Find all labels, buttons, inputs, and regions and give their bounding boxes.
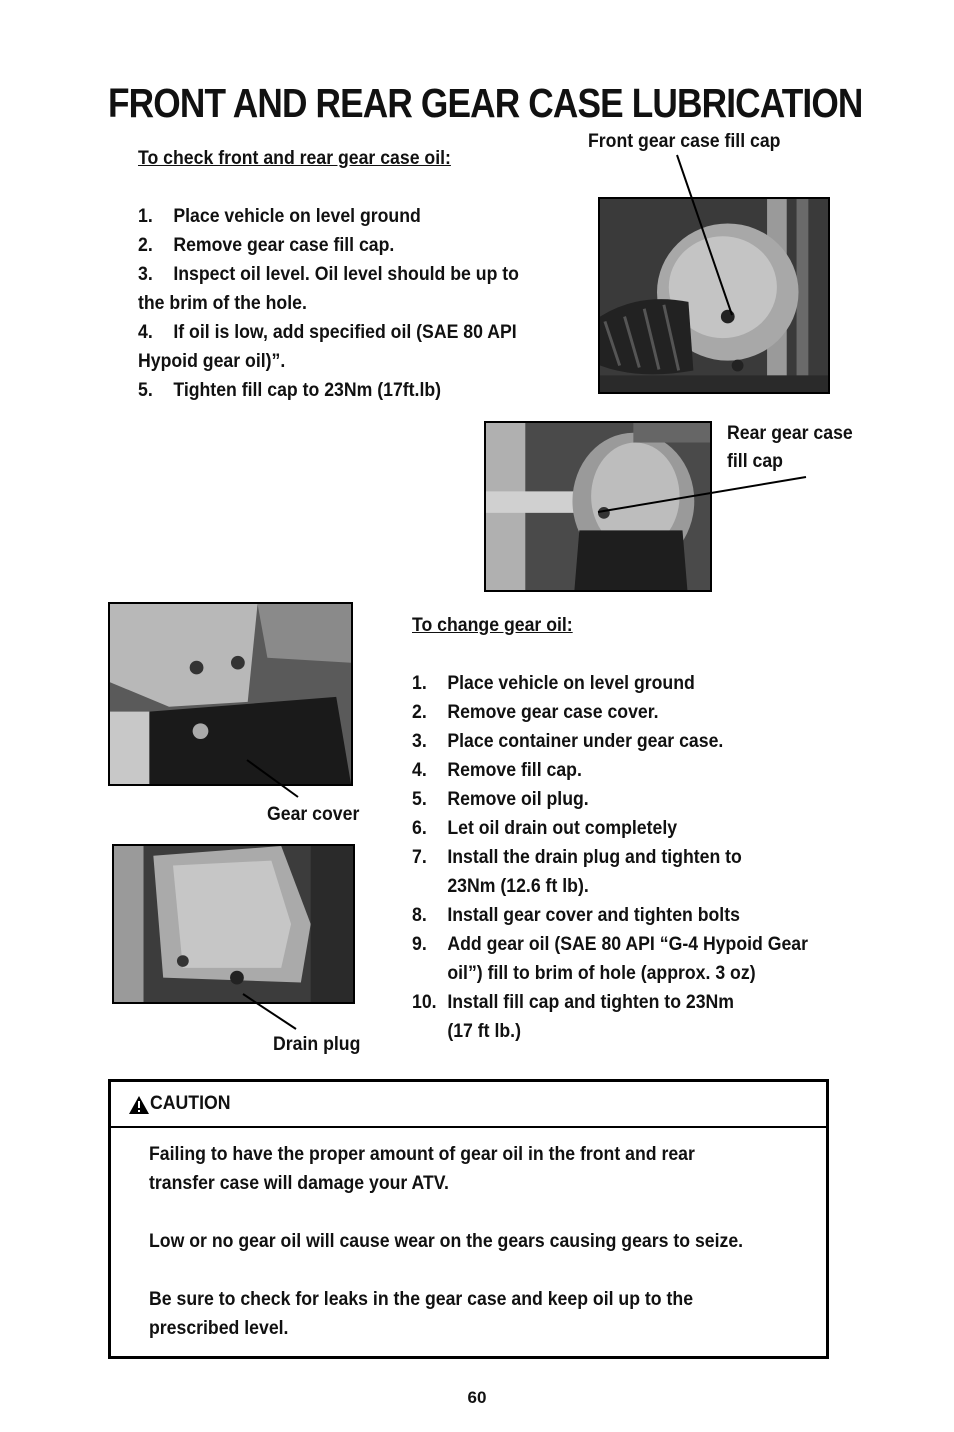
drain-plug-label: Drain plug [273, 1034, 361, 1055]
list-item-continuation: the brim of the hole. [138, 293, 307, 314]
list-item: 1. Place vehicle on level ground [412, 673, 695, 694]
list-item: 5. Remove oil plug. [412, 789, 589, 810]
caution-box [108, 1079, 829, 1359]
change-heading: To change gear oil: [412, 615, 573, 636]
caution-paragraph: Failing to have the proper amount of gear oil in the front and rear transfer case will damage your ATV. [149, 1144, 695, 1194]
caution-label: CAUTION [150, 1093, 231, 1114]
gear-cover-label: Gear cover [267, 804, 360, 825]
caution-header [111, 1082, 826, 1128]
caution-text [149, 1140, 743, 1343]
list-item-continuation: 23Nm (12.6 ft lb). [447, 876, 589, 897]
front-fill-cap-label: Front gear case fill cap [588, 131, 781, 152]
list-item: 8. Install gear cover and tighten bolts [412, 905, 740, 926]
page-title: FRONT AND REAR GEAR CASE LUBRICATION [108, 80, 863, 126]
list-item: 5. Tighten fill cap to 23Nm (17ft.lb) [138, 380, 442, 401]
list-item-continuation: oil”) fill to brim of hole (approx. 3 oz) [447, 963, 756, 984]
list-item: 2. Remove gear case cover. [412, 702, 659, 723]
list-item: 2. Remove gear case fill cap. [138, 235, 395, 256]
drain-plug-photo [112, 844, 355, 1004]
list-item: 6. Let oil drain out completely [412, 818, 678, 839]
change-section [412, 611, 808, 1046]
list-item: 7. Install the drain plug and tighten to [412, 847, 742, 868]
list-item-continuation: Hypoid gear oil)”. [138, 351, 286, 372]
front-gear-case-photo [598, 197, 830, 394]
list-item: 9. Add gear oil (SAE 80 API “G-4 Hypoid Gear [412, 934, 809, 955]
list-item-continuation: (17 ft lb.) [447, 1021, 521, 1042]
list-item: 10. Install fill cap and tighten to 23Nm [412, 992, 735, 1013]
check-section [138, 144, 519, 405]
caution-paragraph: Low or no gear oil will cause wear on the gears causing gears to seize. [149, 1231, 744, 1252]
rear-gear-case-photo [484, 421, 712, 592]
list-item: 3. Place container under gear case. [412, 731, 724, 752]
list-item: 4. If oil is low, add specified oil (SAE 80 API [138, 322, 517, 343]
list-item: 1. Place vehicle on level ground [138, 206, 421, 227]
caution-paragraph: Be sure to check for leaks in the gear case and keep oil up to the prescribed level. [149, 1289, 694, 1339]
list-item: 3. Inspect oil level. Oil level should be up to [138, 264, 519, 285]
page-number: 60 [467, 1388, 487, 1407]
rear-fill-cap-label: Rear gear case fill cap [727, 423, 853, 472]
check-heading: To check front and rear gear case oil: [138, 148, 451, 169]
gear-cover-photo [108, 602, 353, 786]
warning-icon [129, 1096, 149, 1114]
list-item: 4. Remove fill cap. [412, 760, 582, 781]
